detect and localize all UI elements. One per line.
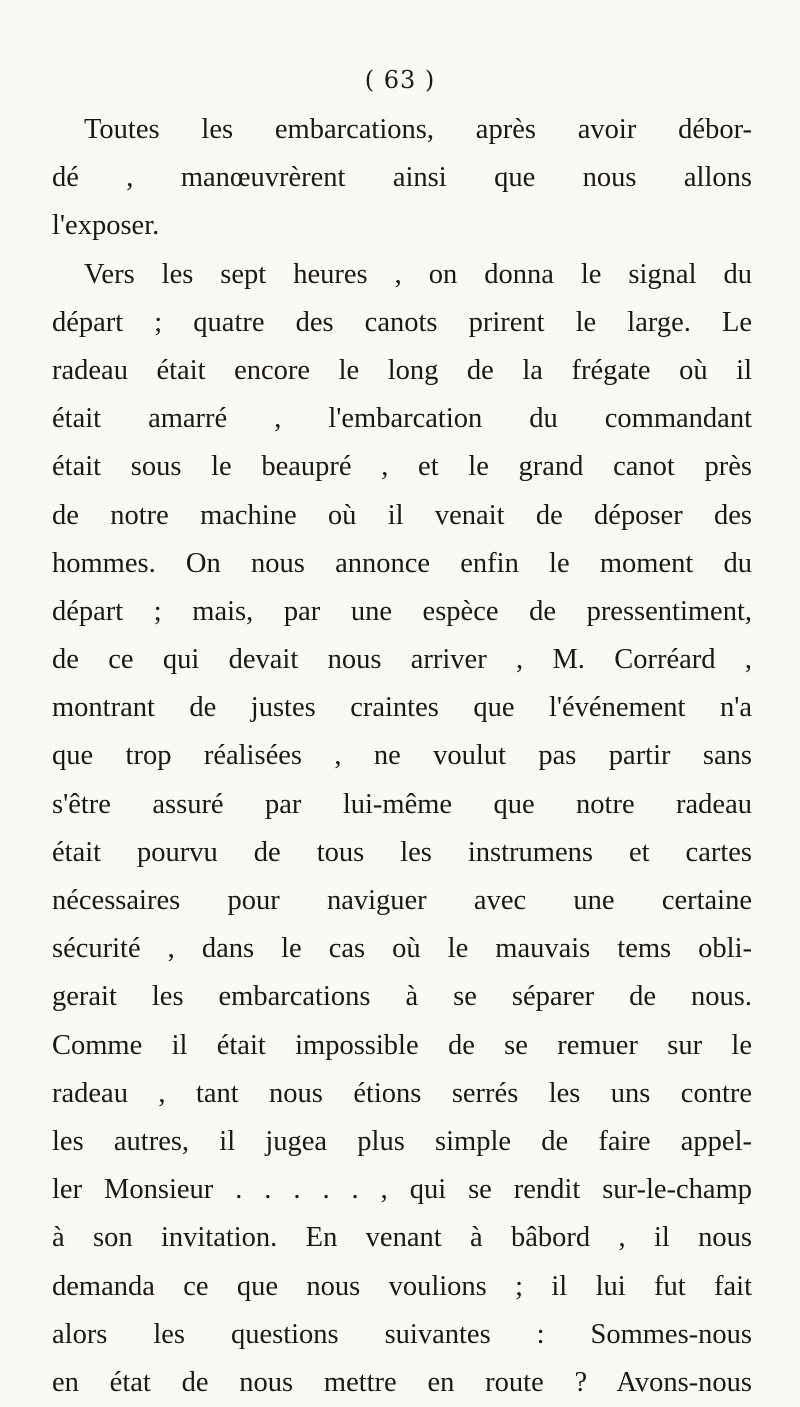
text-line: Comme il était impossible de se remuer sur le [52,1029,752,1061]
text-line: départ ; mais, par une espèce de pressentiment, [52,595,752,627]
page-number: ( 63 ) [364,66,436,94]
text-line: s'être assuré par lui-même que notre radeau [52,788,752,820]
text-line: que trop réalisées , ne voulut pas partir sans [52,740,752,772]
text-line: sécurité , dans le cas où le mauvais tems obli- [52,933,752,965]
text-line: départ ; quatre des canots prirent le large. Le [52,306,752,338]
text-line: radeau était encore le long de la frégate où il [52,354,752,386]
text-line: l'exposer. [52,210,160,242]
text-line: les autres, il jugea plus simple de faire appel- [52,1125,752,1157]
text-line: gerait les embarcations à se séparer de nous. [52,981,752,1013]
text-line: demanda ce que nous voulions ; il lui fut fait [52,1270,752,1302]
text-line: Toutes les embarcations, après avoir débor- [84,114,752,145]
text-line: était pourvu de tous les instrumens et cartes [52,836,752,868]
text-line: de ce qui devait nous arriver , M. Corréard , [52,644,752,676]
text-line: dé , manœuvrèrent ainsi que nous allons [52,162,752,194]
text-line: à son invitation. En venant à bâbord , il nous [52,1222,752,1254]
text-line: Vers les sept heures , on donna le signal du [84,258,752,290]
text-line: était sous le beaupré , et le grand canot près [52,451,752,483]
text-line: alors les questions suivantes : Sommes-nous [52,1318,752,1350]
body-text [52,106,752,1407]
text-line: ler Monsieur . . . . . , qui se rendit sur-le-champ [52,1174,752,1206]
text-line: nécessaires pour naviguer avec une certaine [52,885,752,916]
text-line: montrant de justes craintes que l'événement n'a [52,692,752,724]
text-line: de notre machine où il venait de déposer des [52,499,752,531]
text-line: était amarré , l'embarcation du commandant [52,403,752,435]
text-line: en état de nous mettre en route ? Avons-nous [52,1366,752,1398]
text-line: radeau , tant nous étions serrés les uns contre [52,1077,752,1109]
text-line: hommes. On nous annonce enfin le moment du [52,547,752,579]
